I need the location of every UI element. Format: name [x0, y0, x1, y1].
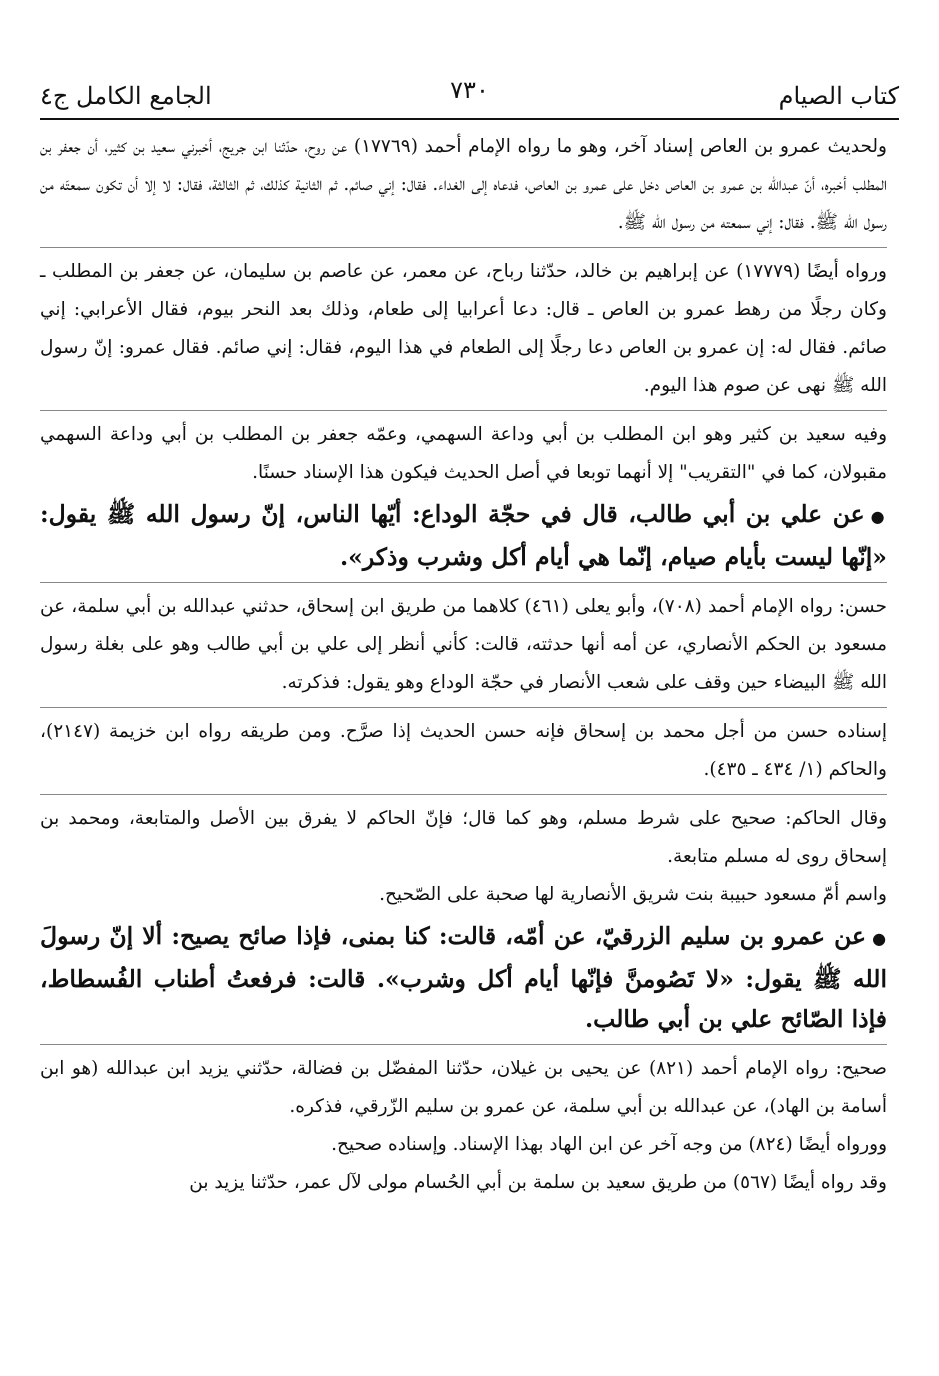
divider	[40, 707, 887, 708]
paragraph: حسن: رواه الإمام أحمد (٧٠٨)، وأبو يعلى (٤٦١) كلاهما من طريق ابن إسحاق، حدثني عبدالله بن أبي سلمة، عن مسعود بن الحكم الأنصاري، عن أمه أنها حدثته، قالت: كأني أنظر إلى علي بن أبي طالب وهو على بغلة رسول الله ﷺ البيضاء حين وقف على شعب الأنصار في حجّة الوداع وهو يقول: فذكرته.	[40, 596, 887, 693]
divider	[40, 1044, 887, 1045]
page-number: ٧٣٠	[450, 76, 489, 104]
paragraph: وفيه سعيد بن كثير وهو ابن المطلب بن أبي وداعة السهمي، وعمّه جعفر بن المطلب بن أبي وداعة السهمي مقبولان، كما في "التقريب" إلا أنهما توبعا في أصل الحديث فيكون هذا الإسناد حسنًا.	[40, 424, 887, 483]
paragraph: صحيح: رواه الإمام أحمد (٨٢١) عن يحيى بن غيلان، حدّثنا المفضّل بن فضالة، حدّثني يزيد ابن عبدالله (هو ابن أسامة بن الهاد)، عن عبدالله بن أبي سلمة، عن عمرو بن سليم الزّرقي، فذكره.	[40, 1058, 887, 1117]
paragraph: وقال الحاكم: صحيح على شرط مسلم، وهو كما قال؛ فإنّ الحاكم لا يفرق بين الأصل والمتابعة، ومحمد بن إسحاق روى له مسلم متابعة.	[40, 808, 887, 867]
page-header	[40, 60, 899, 110]
paragraph: إسناده حسن من أجل محمد بن إسحاق فإنه حسن الحديث إذا صرَّح. ومن طريقه رواه ابن خزيمة (٢١٤٧)، والحاكم (١/ ٤٣٤ ـ ٤٣٥).	[40, 721, 887, 780]
hadith-text	[40, 494, 887, 577]
hadith-body: عن عمرو بن سليم الزرقيّ، عن أمّه، قالت: كنا بمنى، فإذا صائح يصيح: ألا إنّ رسولَ الله ﷺ يقول: «لا تَصُومنَّ فإنّها أيام أكل وشرب». قالت: فرفعتُ أطناب الفُسطاط، فإذا الصّائح علي بن أبي طالب.	[40, 922, 887, 1033]
volume-title: الجامع الكامل ج٤	[40, 82, 212, 110]
paragraph: ورواه أيضًا (١٧٧٧٩) عن إبراهيم بن خالد، حدّثنا رباح، عن معمر، عن عاصم بن سليمان، عن جعفر بن المطلب ـ وكان رجلًا من رهط عمرو بن العاص ـ قال: دعا أعرابيا إلى طعام، وذلك بعد النحر بيوم، فقال الأعرابي: إني صائم. فقال له: إن عمرو بن العاص دعا رجلًا إلى الطعام في هذا اليوم، فقال: إني صائم. فقال عمرو: إنّ رسول الله ﷺ نهى عن صوم هذا اليوم.	[40, 261, 887, 396]
hadith-text	[40, 916, 887, 1039]
book-title: كتاب الصيام	[778, 82, 899, 110]
bullet-icon: ●	[870, 507, 887, 526]
paragraph: وورواه أيضًا (٨٢٤) من وجه آخر عن ابن الهاد بهذا الإسناد. وإسناده صحيح.	[331, 1134, 887, 1155]
bullet-icon: ●	[872, 929, 887, 948]
paragraph: واسم أمّ مسعود حبيبة بنت شريق الأنصارية لها صحبة على الصّحيح.	[379, 884, 887, 905]
divider	[40, 794, 887, 795]
divider	[40, 247, 887, 248]
divider	[40, 410, 887, 411]
page-body	[40, 128, 887, 1202]
header-divider	[40, 118, 899, 120]
paragraph: ولحديث عمرو بن العاص إسناد آخر، وهو ما رواه الإمام أحمد (١٧٧٦٩) عن روح، حدّثنا ابن جريج، أخبرني سعيد بن كثير، أن جعفر بن المطلب أخبره، أنّ عبدالله بن عمرو بن العاص دخل على عمرو بن العاص، فدعاه إلى الغداء. فقال: إني صائم. ثم الثانية كذلك، ثم الثالثة، فقال: لا إلا أن تكون سمعتَه من رسول الله ﷺ. فقال: إني سمعته من رسول الله ﷺ.	[40, 136, 887, 233]
divider	[40, 582, 887, 583]
paragraph: وقد رواه أيضًا (٥٦٧) من طريق سعيد بن سلمة بن أبي الحُسام مولى لآل عمر، حدّثنا يزيد بن	[189, 1172, 887, 1193]
hadith-body: عن علي بن أبي طالب، قال في حجّة الوداع: أيّها الناس، إنّ رسول الله ﷺ يقول: «إنّها ليست بأيام صيام، إنّما هي أيام أكل وشرب وذكر».	[40, 500, 887, 571]
